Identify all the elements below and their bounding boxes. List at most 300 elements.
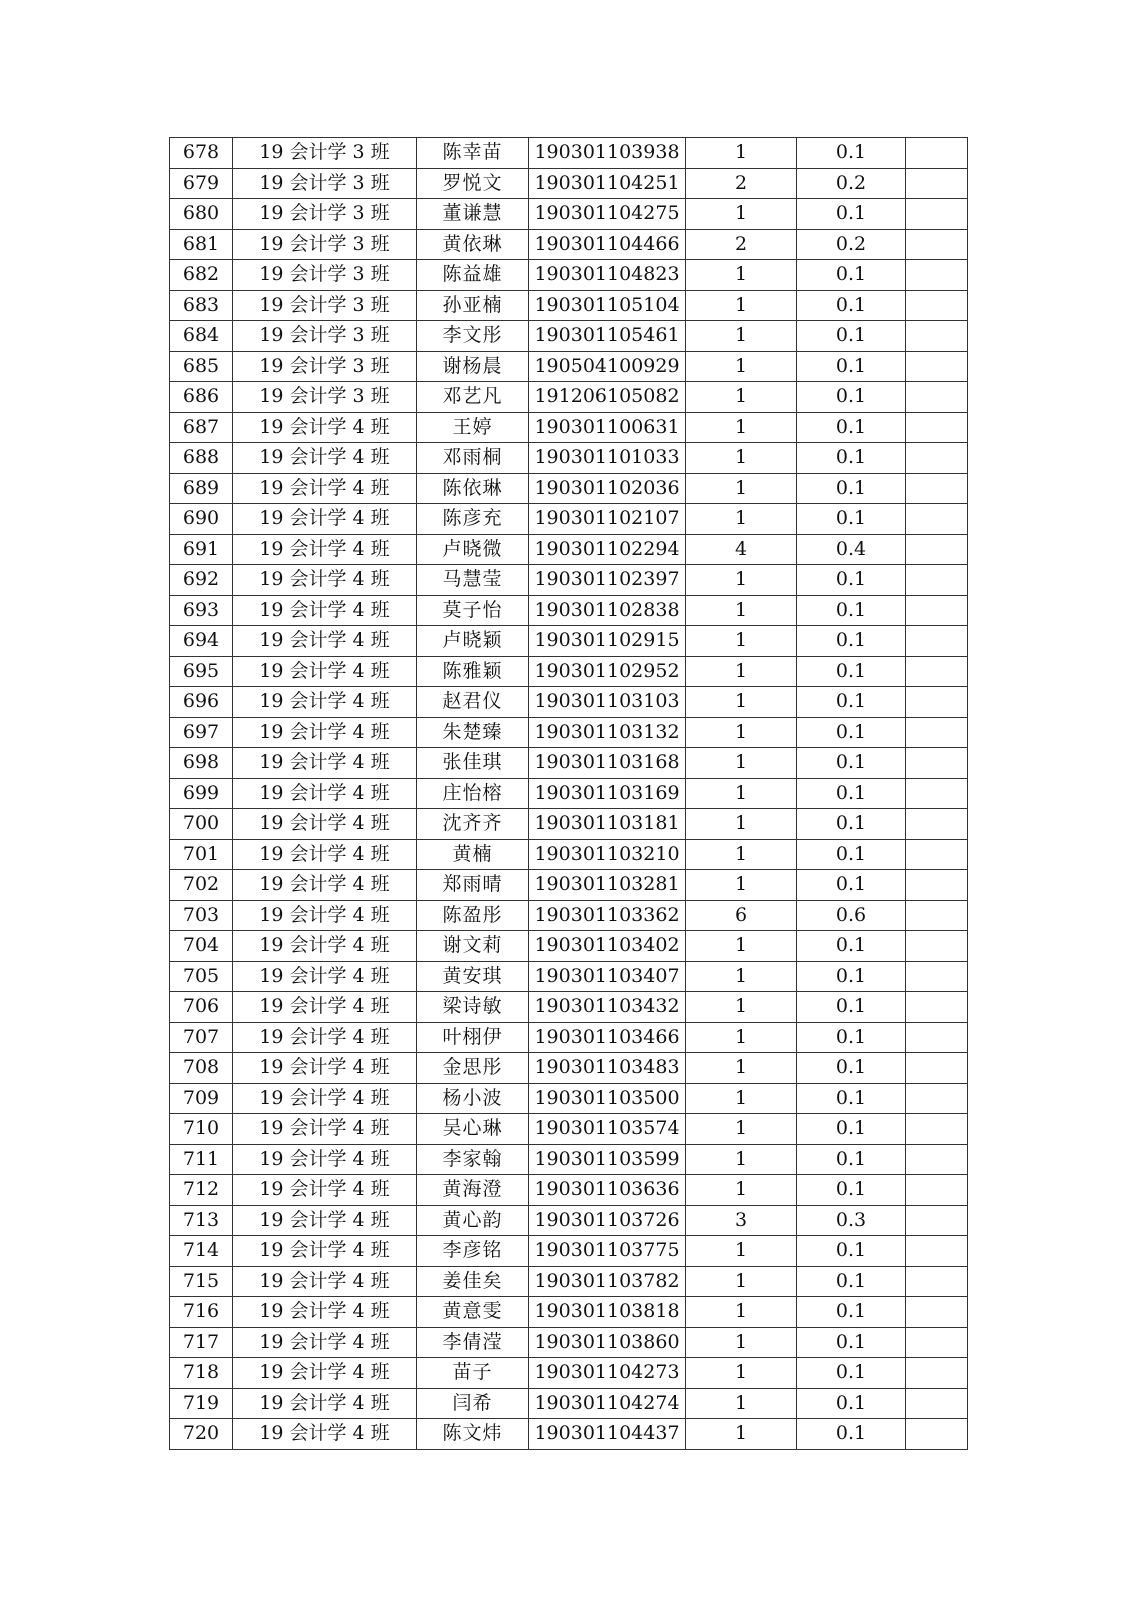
table-row: [170, 321, 968, 352]
score-cell: 0.6: [797, 900, 906, 931]
count-cell: 4: [686, 534, 797, 565]
count-cell: 1: [686, 992, 797, 1023]
student-name-cell: 闫希: [417, 1388, 529, 1419]
score-cell: 0.1: [797, 1053, 906, 1084]
count-cell: 1: [686, 1266, 797, 1297]
count-cell: 1: [686, 199, 797, 230]
row-number-cell: 678: [170, 138, 233, 169]
student-score-table: [169, 137, 968, 1450]
row-number-cell: 710: [170, 1114, 233, 1145]
student-id-cell: 190301103938: [529, 138, 686, 169]
student-name-cell: 庄怡榕: [417, 778, 529, 809]
count-cell: 1: [686, 931, 797, 962]
student-name-cell: 陈盈彤: [417, 900, 529, 931]
class-cell: 19 会计学 4 班: [233, 961, 417, 992]
student-name-cell: 张佳琪: [417, 748, 529, 779]
count-cell: 1: [686, 626, 797, 657]
student-id-cell: 190301103103: [529, 687, 686, 718]
table-row: [170, 931, 968, 962]
class-cell: 19 会计学 4 班: [233, 412, 417, 443]
table-row: [170, 839, 968, 870]
table-row: [170, 1083, 968, 1114]
note-cell: [906, 443, 968, 474]
score-cell: 0.1: [797, 1327, 906, 1358]
table-row: [170, 1205, 968, 1236]
row-number-cell: 701: [170, 839, 233, 870]
row-number-cell: 699: [170, 778, 233, 809]
student-id-cell: 190301103782: [529, 1266, 686, 1297]
class-cell: 19 会计学 4 班: [233, 504, 417, 535]
score-cell: 0.1: [797, 595, 906, 626]
row-number-cell: 698: [170, 748, 233, 779]
student-name-cell: 陈文炜: [417, 1419, 529, 1450]
table-body: [170, 138, 968, 1450]
student-id-cell: 190301103168: [529, 748, 686, 779]
note-cell: [906, 504, 968, 535]
class-cell: 19 会计学 3 班: [233, 382, 417, 413]
count-cell: 1: [686, 1083, 797, 1114]
student-name-cell: 郑雨晴: [417, 870, 529, 901]
note-cell: [906, 1205, 968, 1236]
score-cell: 0.1: [797, 839, 906, 870]
student-name-cell: 陈依琳: [417, 473, 529, 504]
student-id-cell: 190301104273: [529, 1358, 686, 1389]
score-cell: 0.1: [797, 1022, 906, 1053]
score-cell: 0.1: [797, 778, 906, 809]
table-row: [170, 656, 968, 687]
student-name-cell: 吴心琳: [417, 1114, 529, 1145]
student-name-cell: 黄安琪: [417, 961, 529, 992]
student-name-cell: 朱楚臻: [417, 717, 529, 748]
table-row: [170, 778, 968, 809]
student-id-cell: 190301103132: [529, 717, 686, 748]
note-cell: [906, 748, 968, 779]
score-cell: 0.1: [797, 412, 906, 443]
student-name-cell: 梁诗敏: [417, 992, 529, 1023]
student-id-cell: 190301102397: [529, 565, 686, 596]
note-cell: [906, 1297, 968, 1328]
student-id-cell: 190301102838: [529, 595, 686, 626]
row-number-cell: 686: [170, 382, 233, 413]
student-id-cell: 190301102952: [529, 656, 686, 687]
table-row: [170, 504, 968, 535]
student-name-cell: 谢杨晨: [417, 351, 529, 382]
note-cell: [906, 260, 968, 291]
note-cell: [906, 1327, 968, 1358]
score-cell: 0.2: [797, 229, 906, 260]
student-name-cell: 李文彤: [417, 321, 529, 352]
student-id-cell: 190301103860: [529, 1327, 686, 1358]
note-cell: [906, 870, 968, 901]
note-cell: [906, 839, 968, 870]
score-cell: 0.1: [797, 1297, 906, 1328]
student-name-cell: 陈彦充: [417, 504, 529, 535]
score-cell: 0.1: [797, 931, 906, 962]
row-number-cell: 693: [170, 595, 233, 626]
count-cell: 1: [686, 870, 797, 901]
count-cell: 6: [686, 900, 797, 931]
note-cell: [906, 229, 968, 260]
score-cell: 0.2: [797, 168, 906, 199]
table-row: [170, 1022, 968, 1053]
student-name-cell: 李倩滢: [417, 1327, 529, 1358]
score-cell: 0.1: [797, 1175, 906, 1206]
row-number-cell: 708: [170, 1053, 233, 1084]
count-cell: 1: [686, 1236, 797, 1267]
student-name-cell: 金思彤: [417, 1053, 529, 1084]
student-name-cell: 赵君仪: [417, 687, 529, 718]
score-cell: 0.1: [797, 260, 906, 291]
count-cell: 1: [686, 321, 797, 352]
score-cell: 0.1: [797, 687, 906, 718]
count-cell: 1: [686, 138, 797, 169]
student-id-cell: 190301104823: [529, 260, 686, 291]
class-cell: 19 会计学 4 班: [233, 473, 417, 504]
student-id-cell: 190301100631: [529, 412, 686, 443]
score-cell: 0.1: [797, 565, 906, 596]
note-cell: [906, 1175, 968, 1206]
note-cell: [906, 199, 968, 230]
class-cell: 19 会计学 4 班: [233, 443, 417, 474]
row-number-cell: 683: [170, 290, 233, 321]
count-cell: 1: [686, 687, 797, 718]
student-id-cell: 190301103818: [529, 1297, 686, 1328]
count-cell: 2: [686, 229, 797, 260]
count-cell: 1: [686, 1388, 797, 1419]
class-cell: 19 会计学 3 班: [233, 199, 417, 230]
row-number-cell: 679: [170, 168, 233, 199]
table-row: [170, 260, 968, 291]
table-row: [170, 1144, 968, 1175]
class-cell: 19 会计学 4 班: [233, 900, 417, 931]
score-cell: 0.1: [797, 626, 906, 657]
table-row: [170, 1236, 968, 1267]
count-cell: 1: [686, 748, 797, 779]
count-cell: 1: [686, 595, 797, 626]
class-cell: 19 会计学 4 班: [233, 748, 417, 779]
count-cell: 2: [686, 168, 797, 199]
table-row: [170, 351, 968, 382]
table-row: [170, 870, 968, 901]
student-name-cell: 谢文莉: [417, 931, 529, 962]
student-name-cell: 陈益雄: [417, 260, 529, 291]
row-number-cell: 709: [170, 1083, 233, 1114]
score-cell: 0.1: [797, 321, 906, 352]
class-cell: 19 会计学 3 班: [233, 321, 417, 352]
class-cell: 19 会计学 3 班: [233, 138, 417, 169]
score-cell: 0.1: [797, 1114, 906, 1145]
table-row: [170, 626, 968, 657]
student-id-cell: 190301103599: [529, 1144, 686, 1175]
student-id-cell: 190504100929: [529, 351, 686, 382]
table-row: [170, 748, 968, 779]
student-id-cell: 190301104251: [529, 168, 686, 199]
note-cell: [906, 717, 968, 748]
student-id-cell: 190301102036: [529, 473, 686, 504]
score-cell: 0.1: [797, 473, 906, 504]
row-number-cell: 700: [170, 809, 233, 840]
student-id-cell: 190301104466: [529, 229, 686, 260]
count-cell: 1: [686, 565, 797, 596]
note-cell: [906, 595, 968, 626]
row-number-cell: 684: [170, 321, 233, 352]
row-number-cell: 691: [170, 534, 233, 565]
row-number-cell: 719: [170, 1388, 233, 1419]
count-cell: 1: [686, 717, 797, 748]
note-cell: [906, 809, 968, 840]
note-cell: [906, 1022, 968, 1053]
table-row: [170, 199, 968, 230]
score-cell: 0.1: [797, 992, 906, 1023]
row-number-cell: 696: [170, 687, 233, 718]
table-row: [170, 1114, 968, 1145]
student-name-cell: 姜佳矣: [417, 1266, 529, 1297]
student-id-cell: 190301103407: [529, 961, 686, 992]
class-cell: 19 会计学 4 班: [233, 992, 417, 1023]
class-cell: 19 会计学 4 班: [233, 931, 417, 962]
class-cell: 19 会计学 4 班: [233, 656, 417, 687]
class-cell: 19 会计学 4 班: [233, 1114, 417, 1145]
score-cell: 0.1: [797, 443, 906, 474]
score-cell: 0.1: [797, 199, 906, 230]
table-row: [170, 1053, 968, 1084]
student-name-cell: 孙亚楠: [417, 290, 529, 321]
table-row: [170, 290, 968, 321]
table-row: [170, 138, 968, 169]
student-name-cell: 陈雅颖: [417, 656, 529, 687]
note-cell: [906, 1358, 968, 1389]
student-name-cell: 李彦铭: [417, 1236, 529, 1267]
student-id-cell: 190301103483: [529, 1053, 686, 1084]
class-cell: 19 会计学 4 班: [233, 1022, 417, 1053]
class-cell: 19 会计学 4 班: [233, 534, 417, 565]
class-cell: 19 会计学 3 班: [233, 290, 417, 321]
count-cell: 1: [686, 1053, 797, 1084]
table-row: [170, 1175, 968, 1206]
row-number-cell: 711: [170, 1144, 233, 1175]
row-number-cell: 685: [170, 351, 233, 382]
row-number-cell: 694: [170, 626, 233, 657]
student-id-cell: 190301102294: [529, 534, 686, 565]
note-cell: [906, 1114, 968, 1145]
table-row: [170, 992, 968, 1023]
score-cell: 0.1: [797, 138, 906, 169]
row-number-cell: 697: [170, 717, 233, 748]
row-number-cell: 716: [170, 1297, 233, 1328]
count-cell: 1: [686, 473, 797, 504]
class-cell: 19 会计学 4 班: [233, 809, 417, 840]
count-cell: 1: [686, 382, 797, 413]
class-cell: 19 会计学 4 班: [233, 1175, 417, 1206]
score-cell: 0.1: [797, 717, 906, 748]
row-number-cell: 718: [170, 1358, 233, 1389]
table-row: [170, 443, 968, 474]
student-name-cell: 莫子怡: [417, 595, 529, 626]
note-cell: [906, 412, 968, 443]
count-cell: 1: [686, 1114, 797, 1145]
count-cell: 1: [686, 809, 797, 840]
row-number-cell: 706: [170, 992, 233, 1023]
row-number-cell: 689: [170, 473, 233, 504]
score-cell: 0.3: [797, 1205, 906, 1236]
student-name-cell: 苗子: [417, 1358, 529, 1389]
score-cell: 0.1: [797, 1419, 906, 1450]
table-row: [170, 1419, 968, 1450]
score-cell: 0.1: [797, 1083, 906, 1114]
student-id-cell: 190301104437: [529, 1419, 686, 1450]
row-number-cell: 692: [170, 565, 233, 596]
student-id-cell: 190301103362: [529, 900, 686, 931]
note-cell: [906, 992, 968, 1023]
table-row: [170, 687, 968, 718]
table-row: [170, 900, 968, 931]
student-name-cell: 李家翰: [417, 1144, 529, 1175]
score-cell: 0.1: [797, 748, 906, 779]
count-cell: 1: [686, 260, 797, 291]
student-id-cell: 190301105461: [529, 321, 686, 352]
row-number-cell: 681: [170, 229, 233, 260]
class-cell: 19 会计学 4 班: [233, 1297, 417, 1328]
note-cell: [906, 1083, 968, 1114]
class-cell: 19 会计学 4 班: [233, 1083, 417, 1114]
row-number-cell: 713: [170, 1205, 233, 1236]
score-cell: 0.1: [797, 1236, 906, 1267]
note-cell: [906, 382, 968, 413]
note-cell: [906, 1266, 968, 1297]
count-cell: 1: [686, 351, 797, 382]
class-cell: 19 会计学 4 班: [233, 778, 417, 809]
student-id-cell: 190301103574: [529, 1114, 686, 1145]
student-name-cell: 邓雨桐: [417, 443, 529, 474]
score-cell: 0.1: [797, 656, 906, 687]
class-cell: 19 会计学 4 班: [233, 626, 417, 657]
class-cell: 19 会计学 4 班: [233, 1327, 417, 1358]
count-cell: 1: [686, 290, 797, 321]
student-name-cell: 陈幸苗: [417, 138, 529, 169]
student-name-cell: 王婷: [417, 412, 529, 443]
class-cell: 19 会计学 4 班: [233, 870, 417, 901]
student-name-cell: 黄意雯: [417, 1297, 529, 1328]
note-cell: [906, 534, 968, 565]
table-row: [170, 1297, 968, 1328]
score-cell: 0.1: [797, 1266, 906, 1297]
table-row: [170, 534, 968, 565]
student-name-cell: 叶栩伊: [417, 1022, 529, 1053]
row-number-cell: 695: [170, 656, 233, 687]
table-row: [170, 565, 968, 596]
table-row: [170, 809, 968, 840]
class-cell: 19 会计学 4 班: [233, 687, 417, 718]
row-number-cell: 687: [170, 412, 233, 443]
score-cell: 0.1: [797, 961, 906, 992]
student-id-cell: 190301103210: [529, 839, 686, 870]
class-cell: 19 会计学 3 班: [233, 260, 417, 291]
student-id-cell: 190301104275: [529, 199, 686, 230]
note-cell: [906, 565, 968, 596]
class-cell: 19 会计学 3 班: [233, 229, 417, 260]
note-cell: [906, 626, 968, 657]
class-cell: 19 会计学 4 班: [233, 1053, 417, 1084]
row-number-cell: 717: [170, 1327, 233, 1358]
student-name-cell: 董谦慧: [417, 199, 529, 230]
row-number-cell: 705: [170, 961, 233, 992]
student-name-cell: 罗悦文: [417, 168, 529, 199]
note-cell: [906, 1053, 968, 1084]
note-cell: [906, 1236, 968, 1267]
student-id-cell: 191206105082: [529, 382, 686, 413]
note-cell: [906, 931, 968, 962]
class-cell: 19 会计学 4 班: [233, 1388, 417, 1419]
class-cell: 19 会计学 4 班: [233, 1205, 417, 1236]
student-name-cell: 黄楠: [417, 839, 529, 870]
student-name-cell: 沈齐齐: [417, 809, 529, 840]
count-cell: 1: [686, 1327, 797, 1358]
student-id-cell: 190301103169: [529, 778, 686, 809]
count-cell: 1: [686, 656, 797, 687]
note-cell: [906, 961, 968, 992]
student-name-cell: 卢晓颖: [417, 626, 529, 657]
score-cell: 0.1: [797, 382, 906, 413]
class-cell: 19 会计学 4 班: [233, 565, 417, 596]
score-cell: 0.1: [797, 870, 906, 901]
student-name-cell: 邓艺凡: [417, 382, 529, 413]
row-number-cell: 720: [170, 1419, 233, 1450]
count-cell: 1: [686, 778, 797, 809]
note-cell: [906, 1144, 968, 1175]
count-cell: 1: [686, 1144, 797, 1175]
student-id-cell: 190301103402: [529, 931, 686, 962]
student-id-cell: 190301102107: [529, 504, 686, 535]
class-cell: 19 会计学 4 班: [233, 1358, 417, 1389]
count-cell: 1: [686, 1358, 797, 1389]
class-cell: 19 会计学 4 班: [233, 1266, 417, 1297]
table-row: [170, 168, 968, 199]
table-row: [170, 412, 968, 443]
class-cell: 19 会计学 4 班: [233, 1144, 417, 1175]
score-cell: 0.1: [797, 1388, 906, 1419]
note-cell: [906, 1419, 968, 1450]
count-cell: 1: [686, 1175, 797, 1206]
table-row: [170, 1388, 968, 1419]
note-cell: [906, 900, 968, 931]
row-number-cell: 714: [170, 1236, 233, 1267]
student-name-cell: 杨小波: [417, 1083, 529, 1114]
student-name-cell: 黄海澄: [417, 1175, 529, 1206]
row-number-cell: 682: [170, 260, 233, 291]
score-cell: 0.1: [797, 351, 906, 382]
table-row: [170, 961, 968, 992]
table-row: [170, 382, 968, 413]
student-name-cell: 卢晓微: [417, 534, 529, 565]
note-cell: [906, 168, 968, 199]
class-cell: 19 会计学 4 班: [233, 839, 417, 870]
table-row: [170, 1266, 968, 1297]
class-cell: 19 会计学 4 班: [233, 595, 417, 626]
note-cell: [906, 138, 968, 169]
row-number-cell: 680: [170, 199, 233, 230]
note-cell: [906, 656, 968, 687]
score-cell: 0.1: [797, 504, 906, 535]
class-cell: 19 会计学 3 班: [233, 168, 417, 199]
table-row: [170, 595, 968, 626]
row-number-cell: 712: [170, 1175, 233, 1206]
score-cell: 0.1: [797, 1358, 906, 1389]
score-cell: 0.4: [797, 534, 906, 565]
score-cell: 0.1: [797, 1144, 906, 1175]
note-cell: [906, 321, 968, 352]
table-row: [170, 1358, 968, 1389]
note-cell: [906, 473, 968, 504]
